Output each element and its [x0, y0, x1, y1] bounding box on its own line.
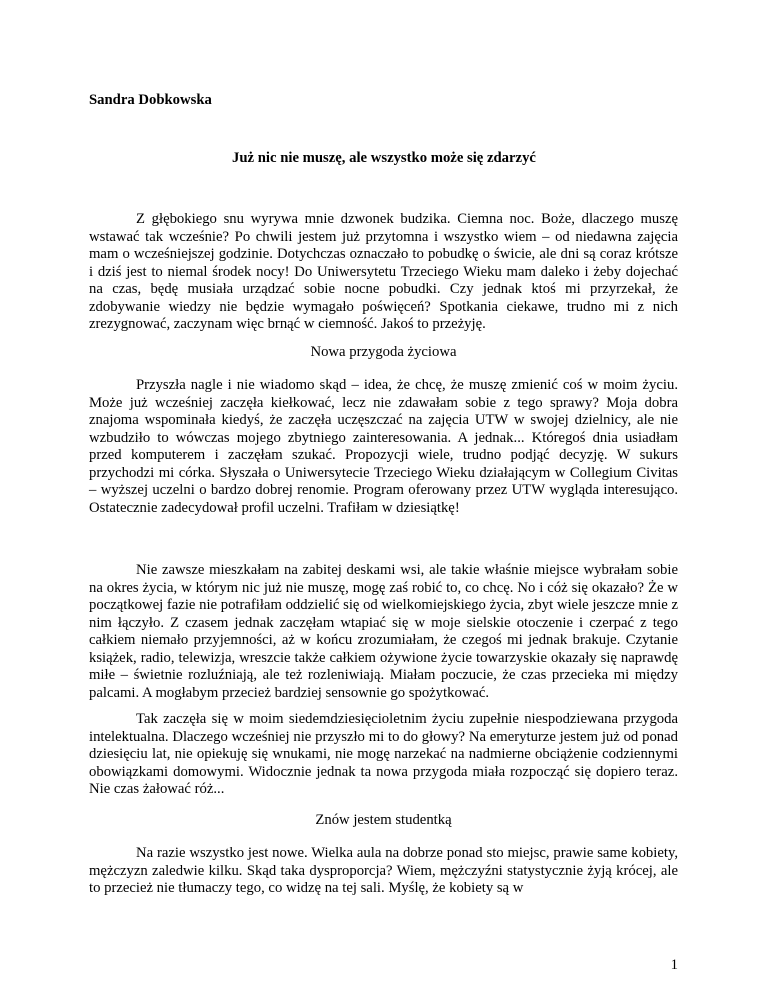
intro-paragraph: Z głębokiego snu wyrywa mnie dzwonek budzika. Ciemna noc. Boże, dlaczego muszę wstawać tak wcześnie? Po chwili jestem już przytomna i wszystko wiem – od niedawna zajęcia mam o wcześniejszej godzinie. Dotychczas oznaczało to pobudkę o świcie, ale dni są coraz krótsze i dziś jest to niemal środek nocy! Do Uniwersytetu Trzeciego Wieku mam daleko i żeby dojechać na czas, będę musiała urządzać sobie nocne pobudki. Czy jednak ktoś mi przyrzekał, że zdobywanie wiedzy nie będzie wymagało poświęceń? Spotkania ciekawe, trudno mi z nich zrezygnować, zaczynam więc brnąć w ciemność. Jakoś to przeżyję.	[89, 211, 678, 332]
paragraph: Nie zawsze mieszkałam na zabitej deskami wsi, ale takie właśnie miejsce wybrałam sobie na okres życia, w którym nic już nie muszę, mogę zaś robić to, co chcę. No i cóż się okazało? Że w początkowej fazie nie potrafiłam oddzielić się od wielkomiejskiego życia, zbyt wiele jeszcze mnie z nim łączyło. Z czasem jednak zaczęłam wtapiać się w moje sielskie otoczenie i czerpać z tego całkiem niemało przyjemności, aż w końcu zrozumiałam, że czegoś mi jednak brakuje. Czytanie książek, radio, telewizja, wreszcie także całkiem ożywione życie towarzyskie okazały się naprawdę miłe – świetnie rozluźniają, ale też rozleniwiają. Miałam poczucie, że czas przecieka mi między palcami. A mogłabym przecież bardziej sensownie go spożytkować.	[89, 562, 678, 701]
section-heading-2: Znów jestem studentką	[315, 812, 452, 828]
section-heading-1: Nowa przygoda życiowa	[310, 344, 457, 360]
page-number: 1	[670, 957, 678, 973]
paragraph: Przyszła nagle i nie wiadomo skąd – idea, że chcę, że muszę zmienić coś w moim życiu. Może już wcześniej zaczęła kiełkować, lecz nie zdawałam sobie z tego sprawy? Moja dobra znajoma wspominała kiedyś, że zaczęła uczęszczać na zajęcia UTW w swojej dzielnicy, ale nie wzbudziło to wówczas mojego zbytniego zainteresowania. A jednak... Któregoś dnia usiadłam przed komputerem i zaczęłam szukać. Propozycji wiele, trudno podjąć decyzję. W sukurs przychodzi mi córka. Słyszała o Uniwersytecie Trzeciego Wieku działającym w Collegium Civitas – wyższej uczelni o bardzo dobrej renomie. Program oferowany przez UTW wygląda interesująco. Ostatecznie zadecydował profil uczelni. Trafiłam w dziesiątkę!	[89, 377, 678, 516]
paragraph: Na razie wszystko jest nowe. Wielka aula na dobrze ponad sto miejsc, prawie same kobiety, mężczyzn zaledwie kilku. Skąd taka dysproporcja? Wiem, mężczyźni statystycznie żyją krócej, ale to przecież nie tłumaczy tego, co widzę na tej sali. Myślę, że kobiety są w	[89, 845, 678, 896]
document-title: Już nic nie muszę, ale wszystko może się zdarzyć	[232, 150, 536, 166]
author-name: Sandra Dobkowska	[89, 92, 212, 108]
paragraph: Tak zaczęła się w moim siedemdziesięcioletnim życiu zupełnie niespodziewana przygoda intelektualna. Dlaczego wcześniej nie przyszło mi to do głowy? Na emeryturze jestem już od ponad dziesięciu lat, nie opiekuję się wnukami, nie mogę narzekać na nadmierne obciążenie codziennymi obowiązkami domowymi. Widocznie jednak ta nowa przygoda miała rozpocząć się dopiero teraz. Nie czas żałować róż...	[89, 711, 678, 797]
